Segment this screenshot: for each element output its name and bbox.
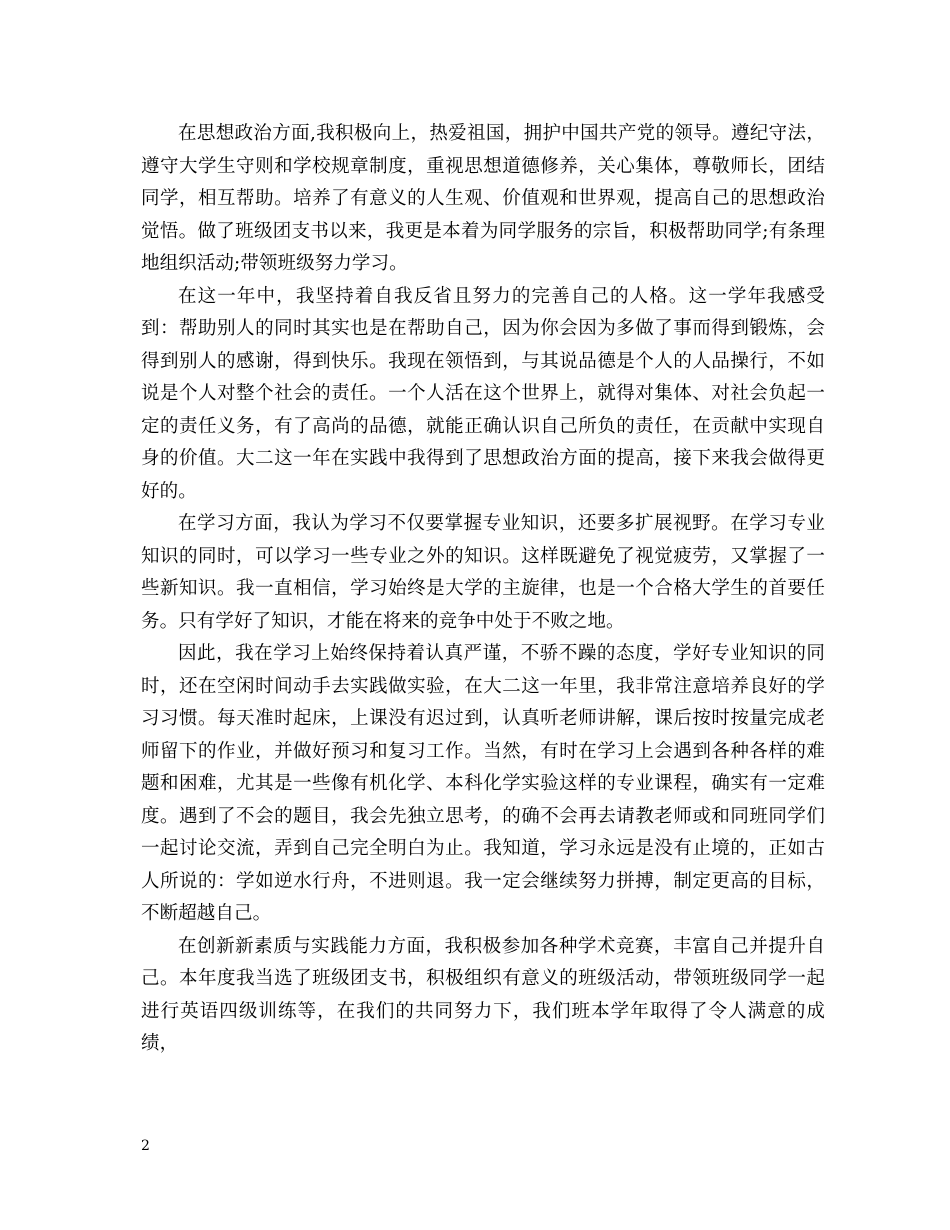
paragraph-political: 在思想政治方面,我积极向上，热爱祖国，拥护中国共产党的领导。遵纪守法，遵守大学生守则和学校规章制度，重视思想道德修养，关心集体，尊敬师长，团结同学，相互帮助。培养了有意义的人生观、价值观和世界观，提高自己的思想政治觉悟。做了班级团支书以来，我更是本着为同学服务的宗旨，积极帮助同学;有条理地组织活动;带领班级努力学习。 [141,123,825,274]
paragraph-innovation: 在创新新素质与实践能力方面，我积极参加各种学术竞赛，丰富自己并提升自己。本年度我当选了班级团支书，积极组织有意义的班级活动，带领班级同学一起进行英语四级训练等，在我们的共同努力下，我们班本学年取得了令人满意的成绩， [141,935,825,1054]
paragraph-study-habits: 因此，我在学习上始终保持着认真严谨，不骄不躁的态度，学好专业知识的同时，还在空闲时间动手去实践做实验，在大二这一年里，我非常注意培养良好的学习习惯。每天准时起床，上课没有迟过到，认真听老师讲解，课后按时按量完成老师留下的作业，并做好预习和复习工作。当然，有时在学习上会遇到各种各样的难题和困难，尤其是一些像有机化学、本科化学实验这样的专业课程，确实有一定难度。遇到了不会的题目，我会先独立思考，的确不会再去请教老师或和同班同学们一起讨论交流，弄到自己完全明白为止。我知道，学习永远是没有止境的，正如古人所说的：学如逆水行舟，不进则退。我一定会继续努力拼搏，制定更高的目标，不断超越自己。 [141,643,825,924]
page-number: 2 [141,1138,150,1154]
document-body [141,118,825,1061]
paragraph-study: 在学习方面，我认为学习不仅要掌握专业知识，还要多扩展视野。在学习专业知识的同时，可以学习一些专业之外的知识。这样既避免了视觉疲劳，又掌握了一些新知识。我一直相信，学习始终是大学的主旋律，也是一个合格大学生的首要任务。只有学好了知识，才能在将来的竞争中处于不败之地。 [141,513,825,632]
paragraph-self-reflection: 在这一年中，我坚持着自我反省且努力的完善自己的人格。这一学年我感受到：帮助别人的同时其实也是在帮助自己，因为你会因为多做了事而得到锻炼，会得到别人的感谢，得到快乐。我现在领悟到，与其说品德是个人的人品操行，不如说是个人对整个社会的责任。一个人活在这个世界上，就得对集体、对社会负起一定的责任义务，有了高尚的品德，就能正确认识自己所负的责任，在贡献中实现自身的价值。大二这一年在实践中我得到了思想政治方面的提高，接下来我会做得更好的。 [141,285,825,502]
